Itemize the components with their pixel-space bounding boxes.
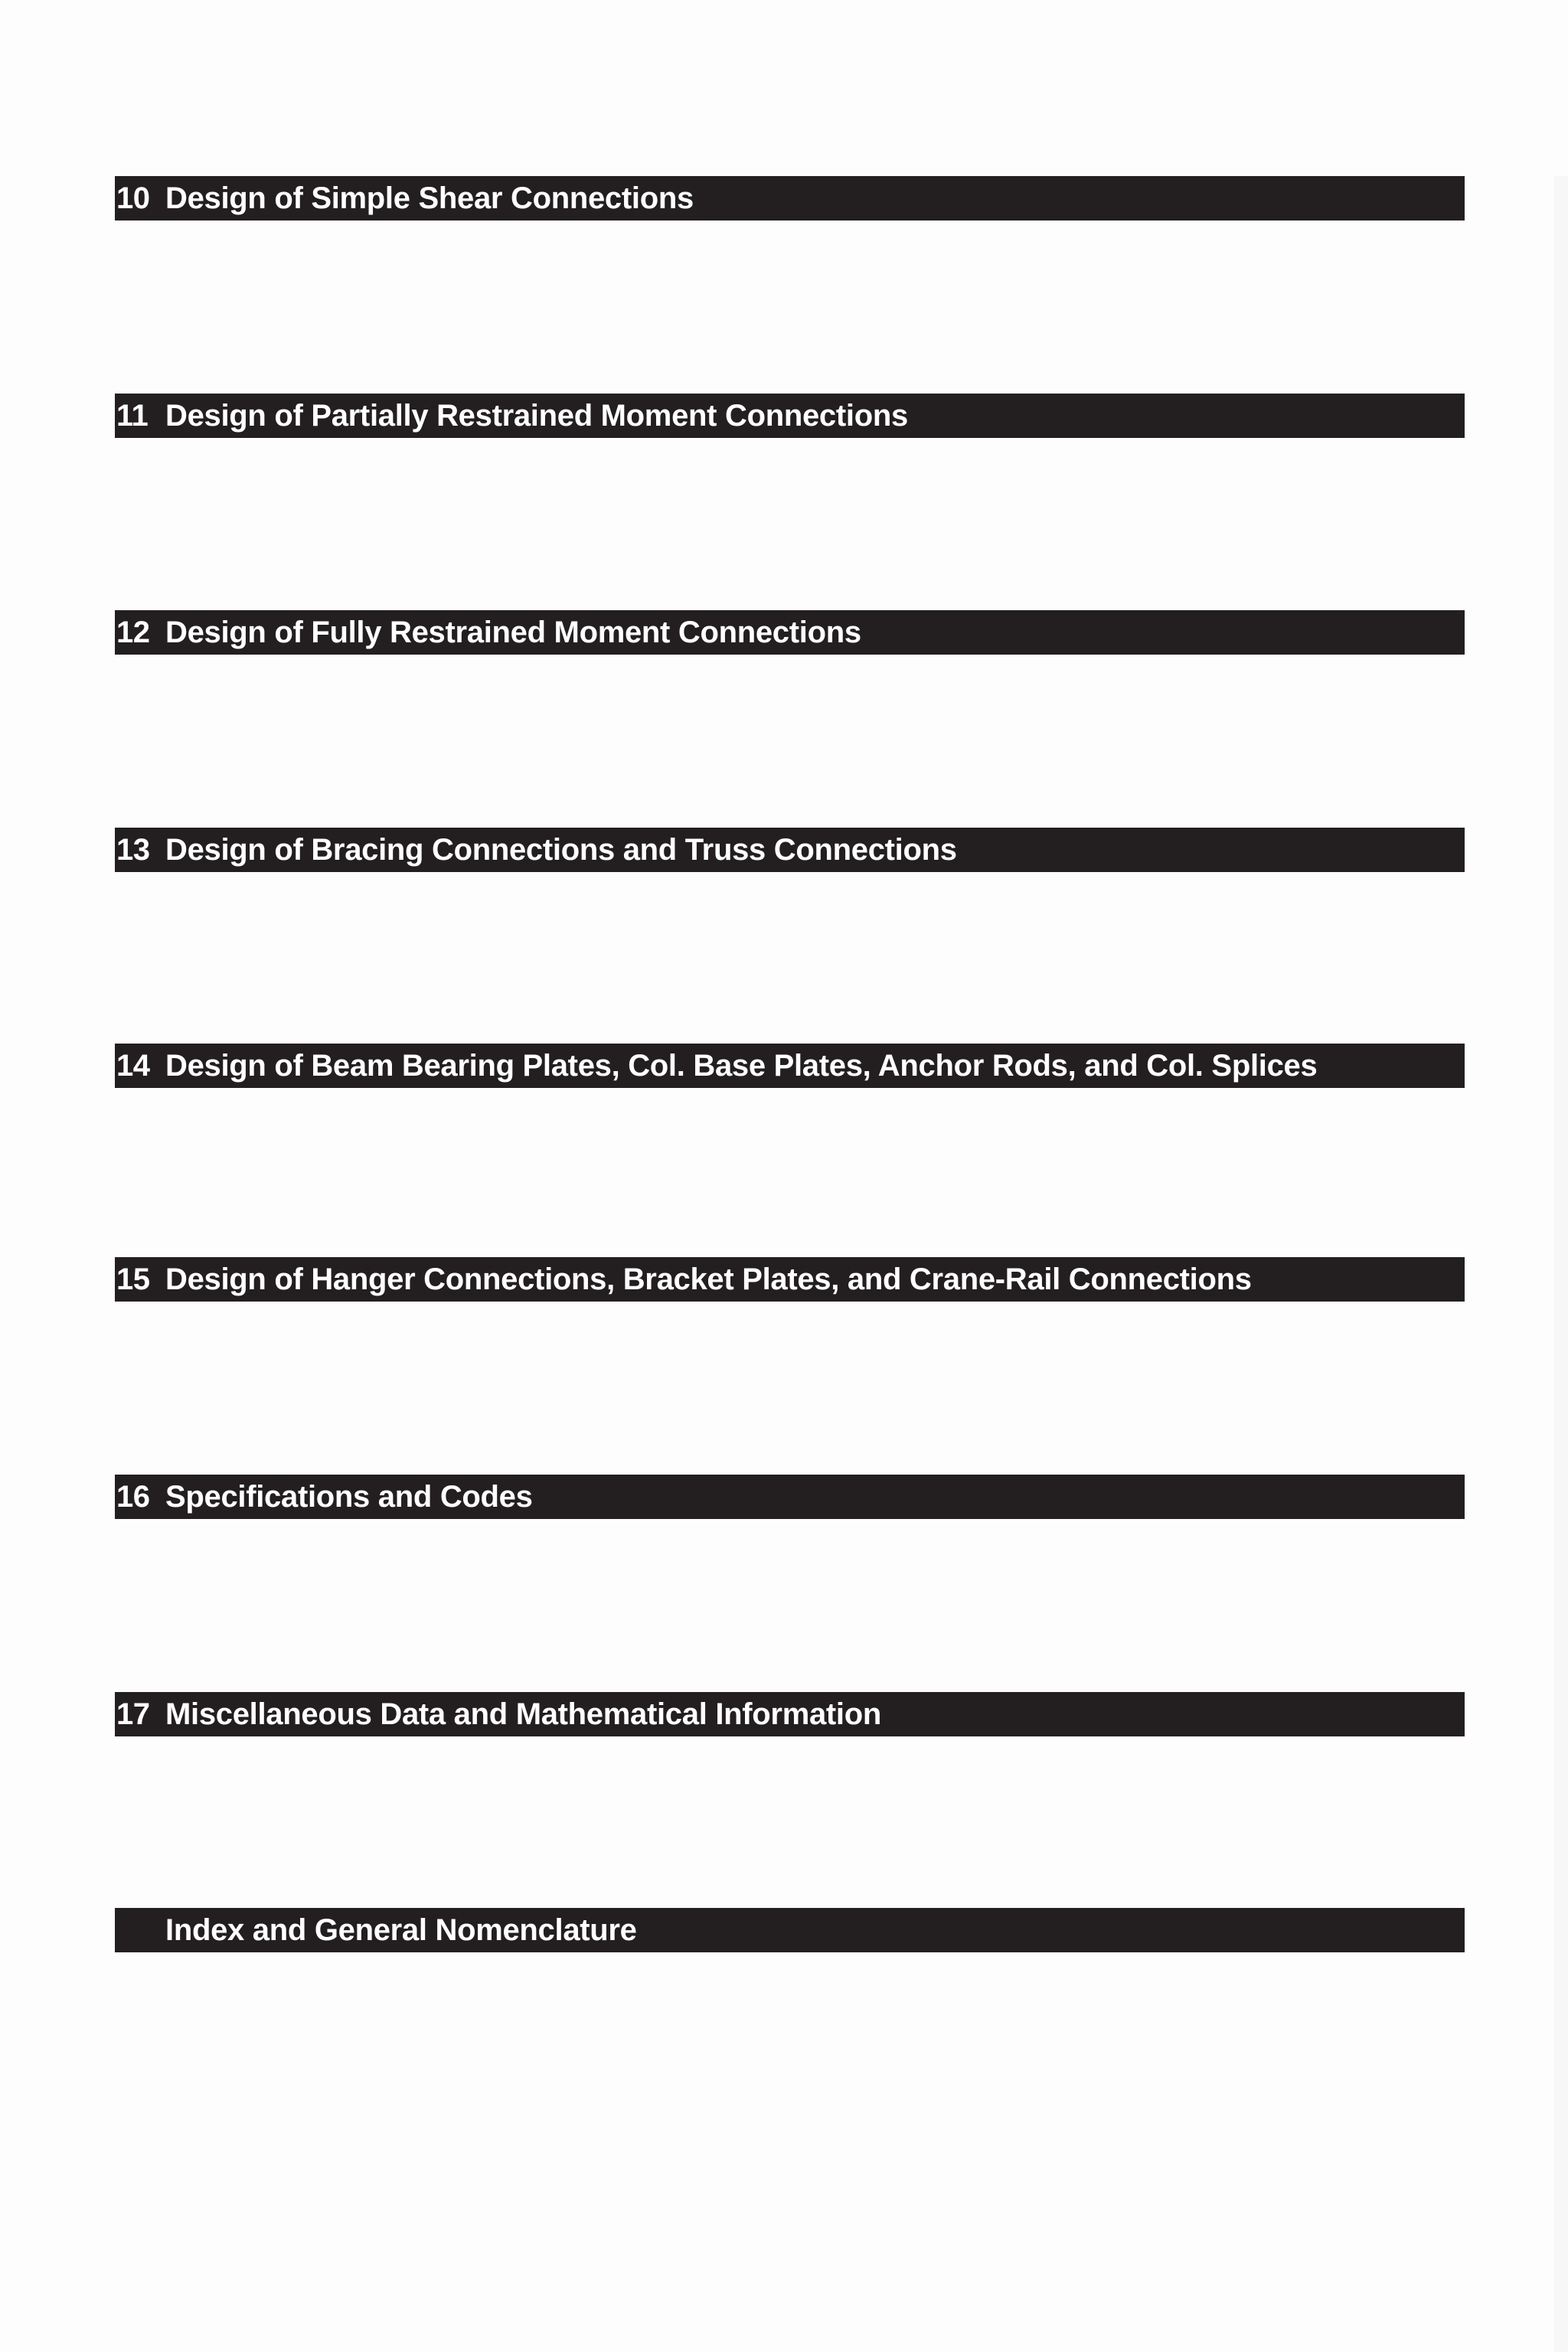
section-tab-17[interactable] [115, 1692, 1465, 1736]
section-number: 17 [116, 1697, 150, 1731]
section-tab-12[interactable] [115, 610, 1465, 655]
section-tab-11[interactable] [115, 394, 1465, 438]
section-title: Index and General Nomenclature [165, 1913, 637, 1947]
page-edge [1554, 176, 1568, 2352]
section-title: Design of Hanger Connections, Bracket Plates, and Crane-Rail Connections [165, 1262, 1252, 1296]
section-title: Design of Bracing Connections and Truss Connections [165, 832, 957, 867]
section-tab-index[interactable] [115, 1908, 1465, 1952]
section-tab-13[interactable] [115, 828, 1465, 872]
section-number: 13 [116, 832, 150, 867]
section-tab-10[interactable] [115, 176, 1465, 220]
section-tab-14[interactable] [115, 1044, 1465, 1088]
section-number: 15 [116, 1262, 150, 1296]
section-tab-15[interactable] [115, 1257, 1465, 1302]
section-title: Miscellaneous Data and Mathematical Information [165, 1697, 882, 1731]
section-number: 16 [116, 1479, 150, 1514]
section-title: Design of Beam Bearing Plates, Col. Base Plates, Anchor Rods, and Col. Splices [165, 1048, 1318, 1083]
section-number: 11 [116, 398, 149, 433]
section-title: Design of Partially Restrained Moment Connections [165, 398, 908, 433]
section-title: Design of Fully Restrained Moment Connections [165, 615, 861, 649]
section-tab-16[interactable] [115, 1475, 1465, 1519]
section-title: Design of Simple Shear Connections [165, 181, 694, 215]
section-title: Specifications and Codes [165, 1479, 533, 1514]
section-number: 10 [116, 181, 150, 215]
section-number: 12 [116, 615, 150, 649]
section-number: 14 [116, 1048, 150, 1083]
